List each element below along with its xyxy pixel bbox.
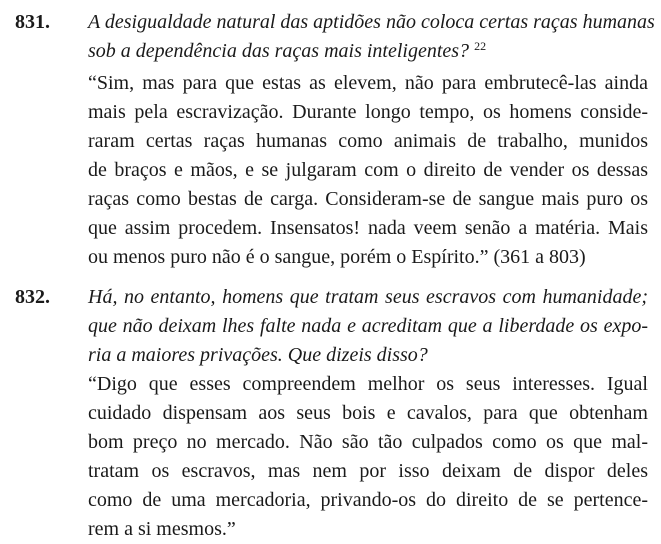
answer-line: bom preço no mercado. Não são tão culpados como os que mal- [88,431,648,453]
question-number: 831. [15,11,50,33]
answer-line: de braços e mãos, e se julgaram com o direito de vender os dessas [88,159,648,181]
answer-line: cuidado dispensam aos seus bois e cavalos, para que obtenham [88,402,648,424]
question-line: Há, no entanto, homens que tratam seus escravos com humanidade; [88,286,648,308]
footnote-reference: 22 [474,39,487,53]
question-line: que não deixam lhes falte nada e acreditam que a liberdade os expo- [88,315,648,337]
question-line: ria a maiores privações. Que dizeis disso? [88,344,428,366]
answer-line: “Sim, mas para que estas as elevem, não para embrutecê-las ainda [88,72,648,94]
answer-line: raças como bestas de carga. Consideram-se de sangue mais puro os [88,188,648,210]
answer-line: ou menos puro não é o sangue, porém o Espírito.” (361 a 803) [88,246,586,268]
answer-text [88,69,648,272]
question-line: sob a dependência das raças mais inteligentes? $^{22}$ [88,39,487,62]
question-text [88,8,655,66]
answer-line: como de uma mercadoria, privando-os do direito de se pertence- [88,489,648,511]
answer-line: tratam os escravos, mas nem por isso deixam de dispor deles [88,460,648,482]
question-line: A desigualdade natural das aptidões não coloca certas raças humanas [88,11,655,33]
answer-line: que assim procedem. Insensatos! nada veem senão a matéria. Mais [88,217,648,239]
answer-text [88,370,648,544]
answer-line: “Digo que esses compreendem melhor os seus interesses. Igual [88,373,648,395]
question-number: 832. [15,286,50,308]
answer-line: mais pela escravização. Durante longo tempo, os homens conside- [88,101,648,123]
question-text [88,283,648,370]
answer-line: rem a si mesmos.” [88,518,236,540]
answer-line: raram certas raças humanas como animais de trabalho, munidos [88,130,648,152]
